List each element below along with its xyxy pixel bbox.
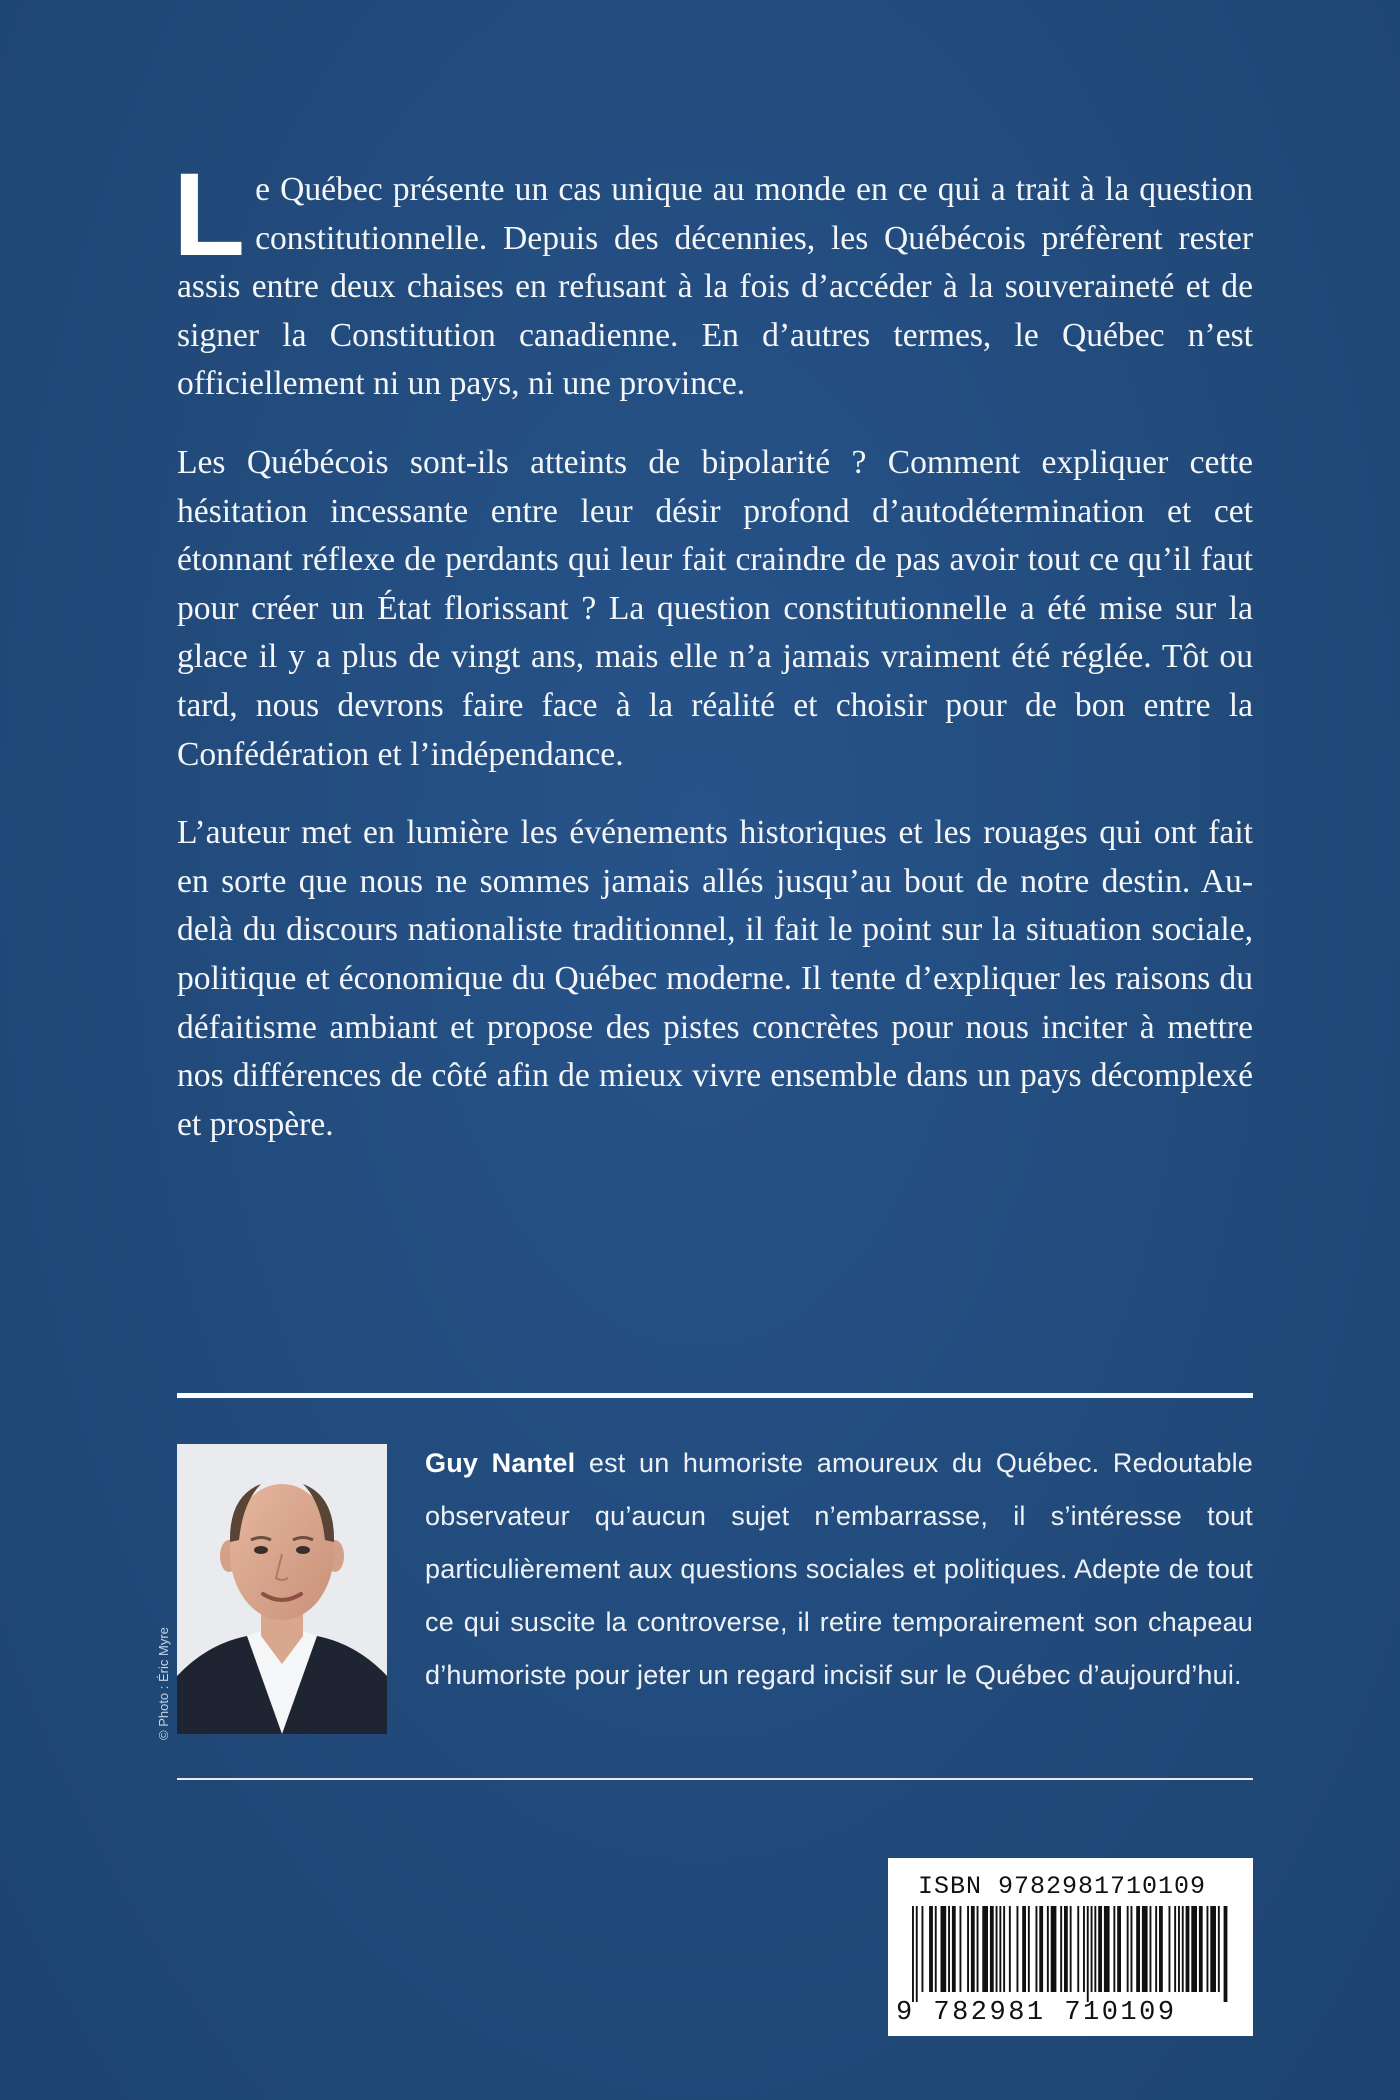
author-portrait-icon: [177, 1444, 387, 1734]
divider-top: [177, 1393, 1253, 1398]
barcode-icon: [910, 1906, 1232, 2002]
blurb-paragraph-1: [173, 149, 1253, 409]
isbn-digits: 9 782981 710109: [896, 1998, 1177, 2028]
blurb-paragraph-1-text: e Québec présente un cas unique au monde en ce qui a trait à la question constitutionnelle. Depuis des décennies, les Québécois préfèrent rester assis entre deux chaises en refusant à la fois d’accéder à la souveraineté et de signer la Constitution canadienne. En d’autres termes, le Québec n’est officiellement ni un pays, ni une province.: [177, 171, 1253, 403]
author-bio: [425, 1437, 1253, 1702]
author-bio-text: est un humoriste amoureux du Québec. Redoutable observateur qu’aucun sujet n’embarrasse, il s’intéresse tout particulièrement aux questions sociales et politiques. Adepte de tout ce qui suscite la controverse, il retire temporairement son chapeau d’humoriste pour jeter un regard incisif sur le Québec d’aujourd’hui.: [425, 1448, 1253, 1690]
back-cover-blurb: [173, 149, 1253, 1179]
blurb-paragraph-3: L’auteur met en lumière les événements historiques et les rouages qui ont fait en sorte que nous ne sommes jamais allés jusqu’au bout de notre destin. Au-delà du discours nationaliste traditionnel, il fait le point sur la situation sociale, politique et économique du Québec moderne. Il tente d’expliquer les raisons du défaitisme ambiant et propose des pistes concrètes pour nous inciter à mettre nos différences de côté afin de mieux vivre ensemble dans un pays décomplexé et prospère.: [177, 814, 1253, 1143]
photo-credit: © Photo : Éric Myre: [156, 1627, 171, 1740]
blurb-paragraph-2: Les Québécois sont-ils atteints de bipolarité ? Comment expliquer cette hésitation incessante entre leur désir profond d’autodétermination et cet étonnant réflexe de perdants qui leur fait craindre de pas avoir tout ce qu’il faut pour créer un État florissant ? La question constitutionnelle a été mise sur la glace il y a plus de vingt ans, mais elle n’a jamais vraiment été réglée. Tôt ou tard, nous devrons faire face à la réalité et choisir pour de bon entre la Confédération et l’indépendance.: [177, 443, 1253, 773]
isbn-label: ISBN 9782981710109: [918, 1872, 1207, 1901]
author-name: Guy Nantel: [425, 1448, 576, 1478]
author-photo: [177, 1444, 387, 1734]
isbn-barcode: [888, 1858, 1253, 2036]
divider-bottom: [177, 1778, 1253, 1780]
drop-cap: L: [173, 149, 246, 281]
